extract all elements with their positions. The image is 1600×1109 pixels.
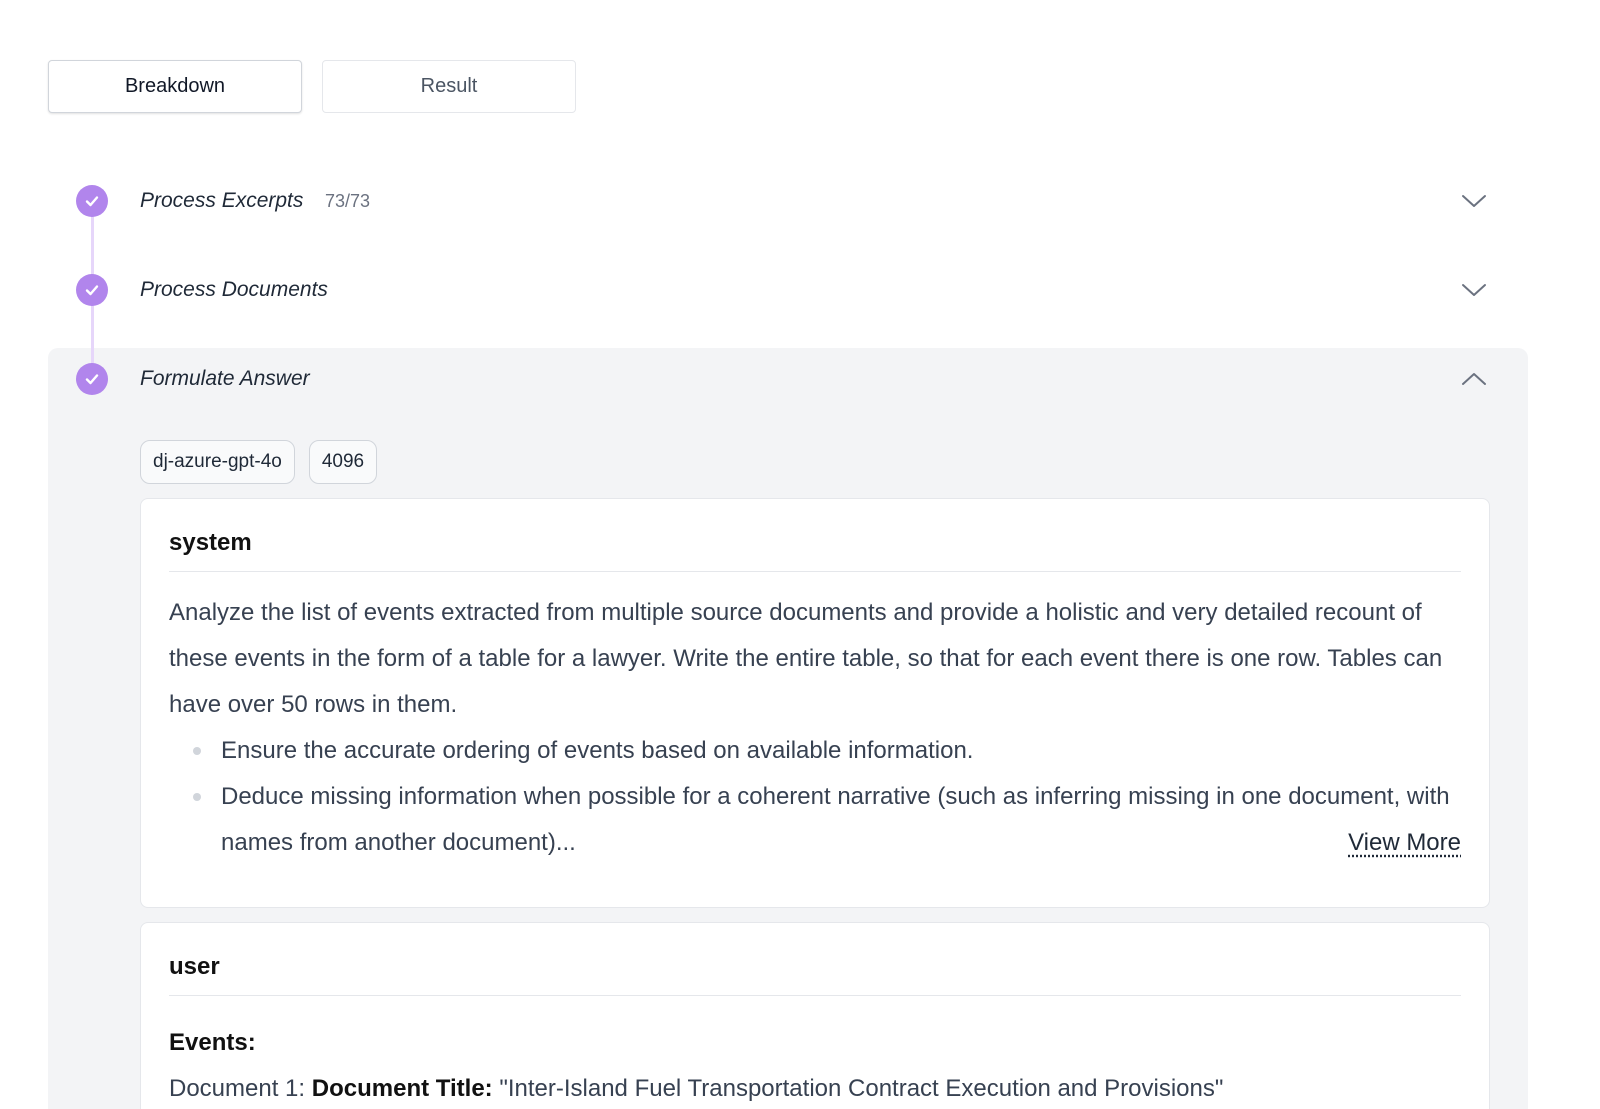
document-line (169, 1066, 1461, 1109)
model-badge: dj-azure-gpt-4o (140, 440, 295, 484)
step-title: Process Excerpts (140, 189, 304, 212)
max-tokens-badge: 4096 (309, 440, 377, 484)
user-message-card (140, 922, 1490, 1109)
step-title: Process Documents (140, 278, 328, 301)
message-paragraph: Analyze the list of events extracted from multiple source documents and provide a holistic and very detailed recount of these events in the form of a table for a lawyer. Write the entire table, so that for each event there is one row. Tables can have over 50 rows in them. (169, 599, 1443, 718)
chevron-down-icon[interactable] (1460, 280, 1488, 300)
message-bullets (169, 728, 1461, 866)
check-circle-icon (76, 185, 108, 217)
chevron-up-icon[interactable] (1460, 369, 1488, 389)
step-formulate-answer[interactable] (48, 344, 1528, 414)
events-heading: Events: (169, 1029, 256, 1056)
list-item: Ensure the accurate ordering of events based on available information. (193, 728, 1461, 774)
document-title-value: "Inter-Island Fuel Transportation Contract Execution and Provisions" (499, 1075, 1224, 1102)
document-title-label: Document Title: (311, 1075, 493, 1102)
tab-result[interactable]: Result (322, 60, 576, 113)
message-content (169, 996, 1461, 1109)
list-item-text: Deduce missing information when possible for a coherent narrative (such as inferring missing in one document, with names from another document)... (221, 783, 1450, 856)
check-circle-icon (76, 363, 108, 395)
message-role: user (169, 923, 1461, 996)
step-process-documents[interactable] (48, 255, 1528, 325)
step-title: Formulate Answer (140, 367, 310, 390)
list-item (193, 774, 1461, 866)
message-role: system (169, 499, 1461, 572)
view-more-link[interactable]: View More (1348, 829, 1461, 856)
chevron-down-icon[interactable] (1460, 191, 1488, 211)
step-process-excerpts[interactable] (48, 166, 1528, 236)
model-chips (140, 440, 377, 484)
check-circle-icon (76, 274, 108, 306)
message-content (169, 572, 1461, 866)
system-message-card (140, 498, 1490, 908)
tab-breakdown[interactable]: Breakdown (48, 60, 302, 113)
view-tabs (48, 60, 576, 113)
step-progress-count: 73/73 (325, 190, 371, 211)
document-prefix: Document 1: (169, 1075, 306, 1102)
